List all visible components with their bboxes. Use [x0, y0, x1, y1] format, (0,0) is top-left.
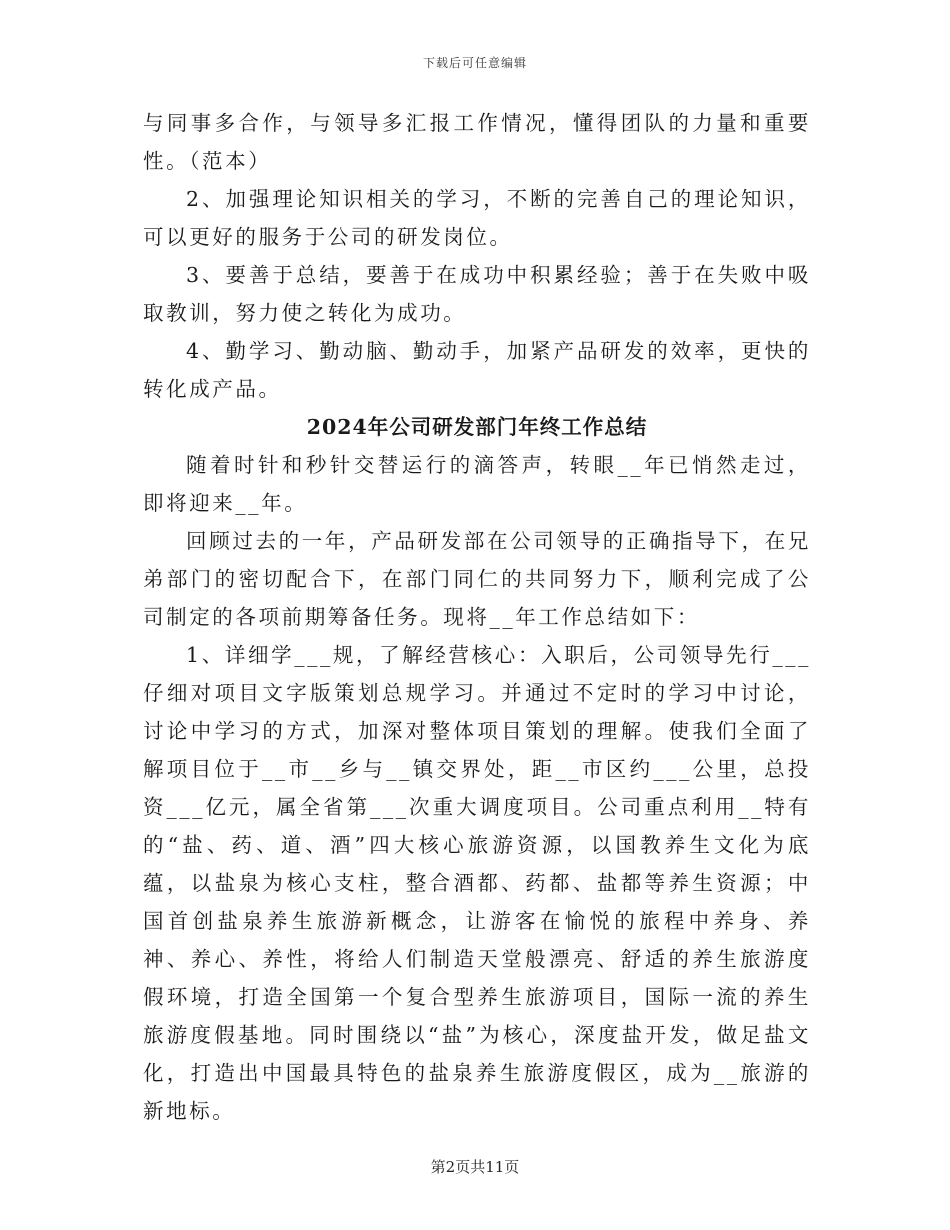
paragraph-intro: 随着时针和秒针交替运行的滴答声，转眼__年已悄然走过，即将迎来__年。 — [143, 453, 811, 515]
paragraph-prev-3: 3、要善于总结，要善于在成功中积累经验；善于在失败中吸取教训，努力使之转化为成功。 — [143, 263, 811, 325]
paragraph-review: 回顾过去的一年，产品研发部在公司领导的正确指导下，在兄弟部门的密切配合下，在部门同仁的共同努力下，顺利完成了公司制定的各项前期筹备任务。现将__年工作总结如下： — [143, 529, 811, 629]
document-title: 2024年公司研发部门年终工作总结 — [306, 415, 648, 439]
page-header: 下载后可任意编辑 — [422, 56, 527, 70]
paragraph-item-1: 1、详细学___规，了解经营核心：入职后，公司领导先行___仔细对项目文字版策划总规学习。并通过不定时的学习中讨论，讨论中学习的方式，加深对整体项目策划的理解。使我们全面了解项目位于__市__乡与__镇交界处，距__市区约___公里，总投资___亿元，属全省第___次重大调度项目。公司重点利用__特有的“盐、药、道、酒”四大核心旅游资源，以国教养生文化为底蕴，以盐泉为核心支柱，整合酒都、药都、盐都等养生资源；中国首创盐泉养生旅游新概念，让游客在愉悦的旅程中养身、养神、养心、养性，将给人们制造天堂般漂亮、舒适的养生旅游度假环境，打造全国第一个复合型养生旅游项目，国际一流的养生旅游度假基地。同时围绕以“盐”为核心，深度盐开发，做足盐文化，打造出中国最具特色的盐泉养生旅游度假区，成为__旅游的新地标。 — [143, 643, 811, 1123]
paragraph-prev-1: 与同事多合作，与领导多汇报工作情况，懂得团队的力量和重要性。（范本） — [143, 111, 811, 173]
paragraph-prev-2: 2、加强理论知识相关的学习，不断的完善自己的理论知识，可以更好的服务于公司的研发岗位。 — [143, 187, 811, 249]
paragraph-prev-4: 4、勤学习、勤动脑、勤动手，加紧产品研发的效率，更快的转化成产品。 — [143, 339, 811, 401]
page-number: 第2页共11页 — [430, 1158, 520, 1176]
page-content — [143, 104, 811, 1130]
